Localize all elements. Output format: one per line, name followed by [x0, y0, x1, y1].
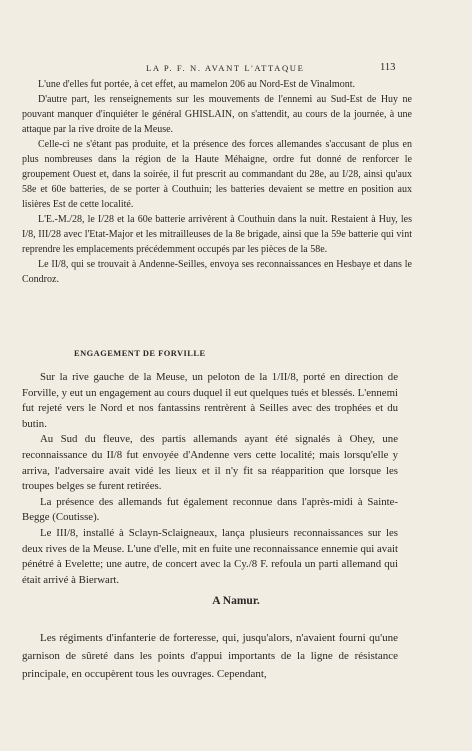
paragraph: D'autre part, les renseignements sur les mouvements de l'ennemi au Sud-Est de Huy ne pouvant manquer d'inquiéter le général GHISLAIN, on s'attendit, au cours de la journée, à une attaque par la rive droite de la Meuse. — [22, 94, 412, 135]
paragraph: Sur la rive gauche de la Meuse, un peloton de la 1/II/8, porté en direction de Forville, y eut un engagement au cours duquel il eut quelques tués et blessés. L'ennemi fut rejeté vers le Nord et nos fantassins rentrèrent à Seilles avec des trophées et du butin. — [22, 371, 398, 430]
paragraph: Le III/8, installé à Sclayn-Sclaigneaux, lança plusieurs reconnaissances sur les deux rives de la Meuse. L'une d'elle, mit en fuite une reconnaissance ennemie qui avait pénétré à Evelette; une autre, de concert avec la Cy./8 F. refoula un parti allemand qui était arrivé à Bierwart. — [22, 526, 398, 586]
section-heading-forville: ENGAGEMENT DE FORVILLE — [74, 349, 206, 358]
paragraph: La présence des allemands fut également reconnue dans l'après-midi à Sainte-Begge (Coutisse). — [22, 495, 398, 524]
page-number: 113 — [380, 62, 396, 73]
body-text-block-1 — [22, 77, 412, 287]
paragraph: L'une d'elles fut portée, à cet effet, au mamelon 206 au Nord-Est de Vinalmont. — [38, 79, 355, 90]
paragraph: Au Sud du fleuve, des partis allemands ayant été signalés à Ohey, une reconnaissance du II/8 fut envoyée d'Andenne vers cette localité; mais lorsqu'elle y arriva, l'adversaire avait vidé les lieux et il n'y fit sa réapparition que lorsque les troupes belges se furent retirées. — [22, 433, 398, 493]
section-heading-namur: A Namur. — [212, 595, 260, 607]
body-text-block-2 — [22, 370, 398, 588]
running-head: LA P. F. N. AVANT L'ATTAQUE — [146, 63, 305, 73]
paragraph: L'E.-M./28, le I/28 et la 60e batterie arrivèrent à Couthuin dans la nuit. Restaient à Huy, les I/8, III/28 avec l'Etat-Major et les mitrailleuses de la 8e brigade, ainsi que la 59e batterie qui vint reprendre les emplacements précédemment occupés par les pièces de la 58e. — [22, 214, 412, 255]
body-text-block-3 — [22, 629, 398, 683]
paragraph: Le II/8, qui se trouvait à Andenne-Seilles, envoya ses reconnaissances en Hesbaye et dans le Condroz. — [22, 259, 412, 285]
paragraph: Les régiments d'infanterie de forteresse, qui, jusqu'alors, n'avaient fourni qu'une garnison de sûreté dans les points d'appui importants de la ligne de résistance principale, en occupèrent tous les ouvrages. Cependant, — [22, 632, 398, 680]
paragraph: Celle-ci ne s'étant pas produite, et la présence des forces allemandes s'accusant de plus en plus nombreuses dans la région de la Haute Méhaigne, ordre fut donné de renforcer le groupement Ouest et, dans la soirée, il fut prescrit au commandant du 28e, au I/28, ainsi qu'aux 58e et 60e batteries, de se porter à Couthuin; les batteries devaient se mettre en position aux lisières Est de cette localité. — [22, 139, 412, 210]
